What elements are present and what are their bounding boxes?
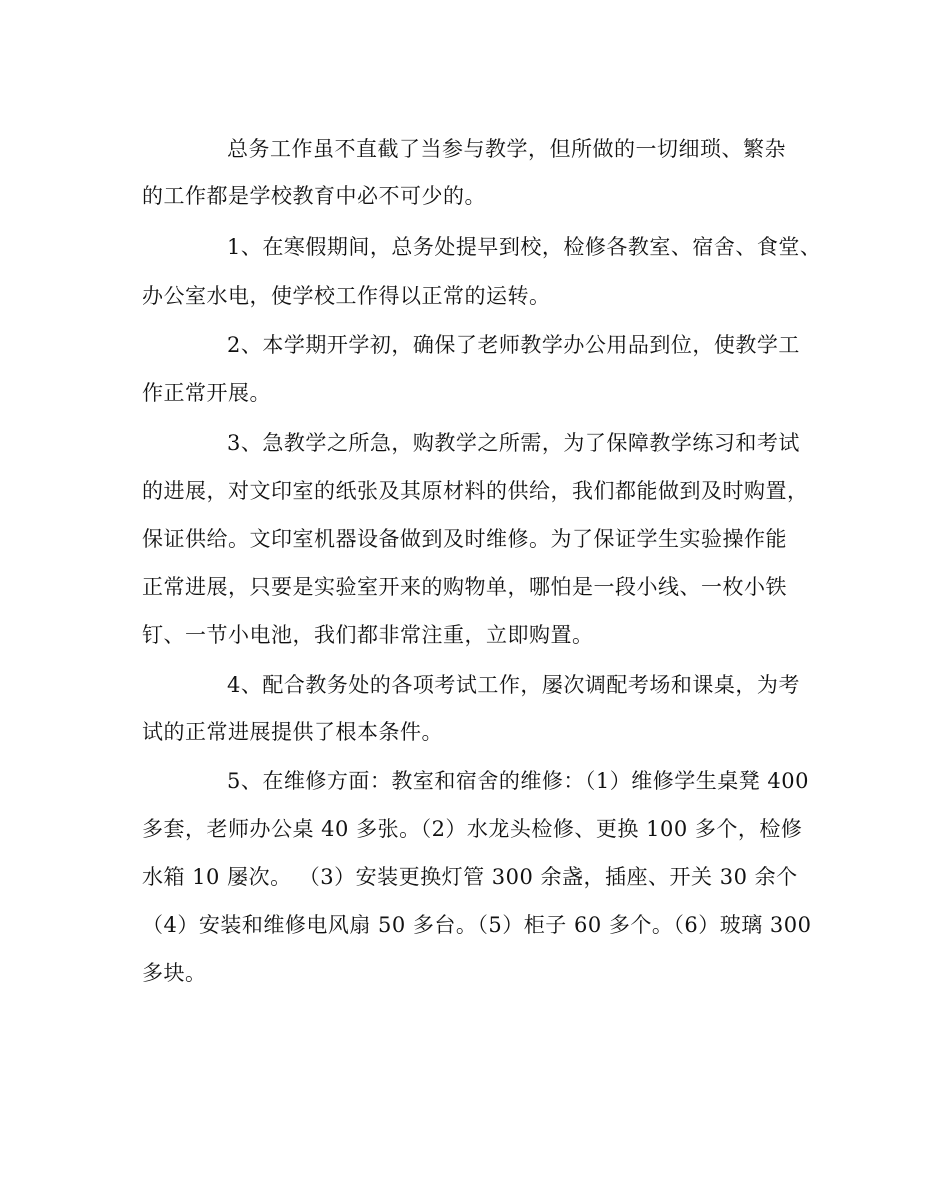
paragraph-2-line-2: 作正常开展。 [142,381,271,405]
paragraph-5-line-4: （4）安装和维修电风扇 50 多台。（5）柜子 60 多个。（6）玻璃 300 [142,913,812,937]
paragraph-5-line-3: 水箱 10 屡次。 （3）安装更换灯管 300 余盏，插座、开关 30 余个 [142,865,798,889]
paragraph-3-line-3: 保证供给。文印室机器设备做到及时维修。为了保证学生实验操作能 [142,527,787,551]
paragraph-5-line-1: 5、在维修方面：教室和宿舍的维修：（1）维修学生桌凳 400 [227,769,809,793]
paragraph-1-line-2: 办公室水电，使学校工作得以正常的运转。 [142,284,551,308]
paragraph-3-line-5: 钉、一节小电池，我们都非常注重，立即购置。 [142,623,594,647]
paragraph-intro-line-1: 总务工作虽不直截了当参与教学，但所做的一切细琐、繁杂 [227,137,786,161]
paragraph-5-line-2: 多套，老师办公桌 40 多张。（2）水龙头检修、更换 100 多个，检修 [142,817,803,841]
paragraph-3-line-1: 3、急教学之所急，购教学之所需，为了保障教学练习和考试 [227,431,800,455]
paragraph-5-line-5: 多块。 [142,961,207,985]
paragraph-3-line-2: 的进展，对文印室的纸张及其原材料的供给，我们都能做到及时购置， [142,479,809,503]
paragraph-intro-line-2: 的工作都是学校教育中必不可少的。 [142,184,486,208]
paragraph-4-line-1: 4、配合教务处的各项考试工作，屡次调配考场和课桌，为考 [227,673,800,697]
paragraph-1-line-1: 1、在寒假期间，总务处提早到校，检修各教室、宿舍、食堂、 [227,235,822,259]
paragraph-2-line-1: 2、本学期开学初，确保了老师教学办公用品到位，使教学工 [227,333,800,357]
paragraph-3-line-4: 正常进展，只要是实验室开来的购物单，哪怕是一段小线、一枚小铁 [142,575,787,599]
paragraph-4-line-2: 试的正常进展提供了根本条件。 [142,720,443,744]
